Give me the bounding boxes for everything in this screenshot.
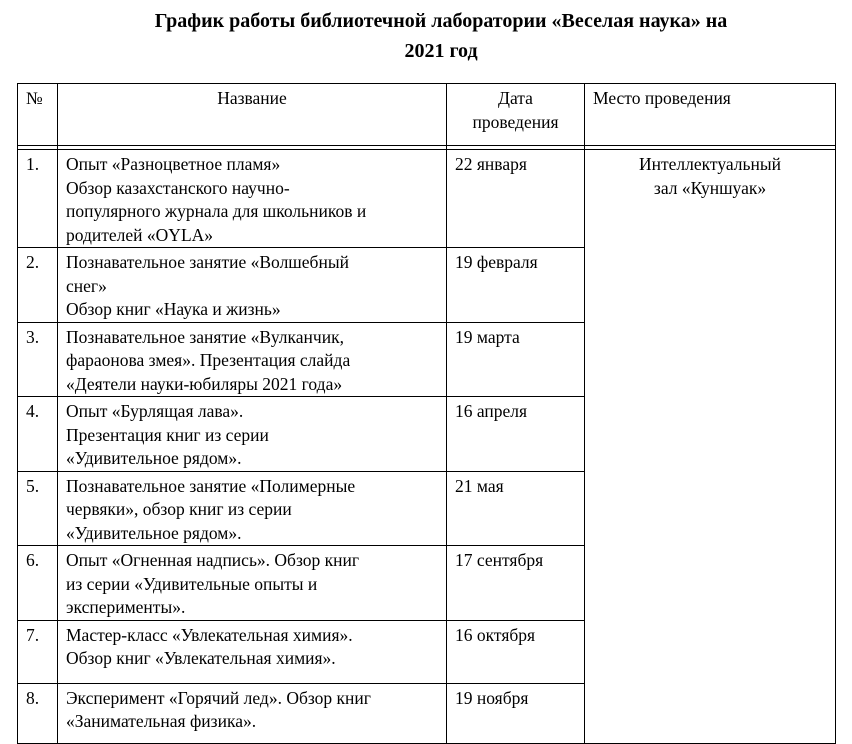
row-date: 16 апреля xyxy=(447,397,585,472)
row-num: 2. xyxy=(18,248,58,323)
row-num: 5. xyxy=(18,471,58,546)
row-name xyxy=(58,546,447,621)
place-line-2: зал «Куншуак» xyxy=(653,177,767,198)
row-name-line: «Удивительное рядом». xyxy=(66,522,242,543)
row-name-line: «Деятели науки-юбиляры 2021 года» xyxy=(66,373,343,394)
row-name xyxy=(58,683,447,743)
row-name-line: фараонова змея». Презентация слайда xyxy=(66,350,351,370)
row-name xyxy=(58,150,447,248)
row-name xyxy=(58,322,447,397)
row-name-line: Обзор книг «Наука и жизнь» xyxy=(66,299,281,319)
row-name-line: Опыт «Разноцветное пламя» xyxy=(66,154,281,174)
row-name-line: Презентация книг из серии xyxy=(66,424,269,445)
row-date: 21 мая xyxy=(447,471,585,546)
place-line-1: Интеллектуальный xyxy=(639,154,781,174)
row-num: 4. xyxy=(18,397,58,472)
row-name xyxy=(58,248,447,323)
row-name-line: Опыт «Огненная надпись». Обзор книг xyxy=(66,550,360,570)
row-date: 19 февраля xyxy=(447,248,585,323)
row-name xyxy=(58,397,447,472)
header-place: Место проведения xyxy=(585,84,836,146)
row-name-line: из серии «Удивительные опыты и xyxy=(66,573,318,594)
row-name-line: «Занимательная физика». xyxy=(66,711,257,731)
row-name-line: родителей «OYLA» xyxy=(66,224,214,245)
row-name-line: Обзор книг «Увлекательная химия». xyxy=(66,648,336,668)
schedule-table xyxy=(17,83,836,744)
header-date-line-2: проведения xyxy=(472,111,559,132)
row-name xyxy=(58,471,447,546)
row-name-line: «Удивительное рядом». xyxy=(66,448,242,468)
row-name-line: Познавательное занятие «Волшебный xyxy=(66,252,349,272)
row-name-line: Эксперимент «Горячий лед». Обзор книг xyxy=(66,687,371,708)
row-date: 19 марта xyxy=(447,322,585,397)
row-name-line: популярного журнала для школьников и xyxy=(66,201,367,221)
row-name-line: червяки», обзор книг из серии xyxy=(66,499,292,519)
table-row xyxy=(18,150,836,248)
table-header-row xyxy=(18,84,836,146)
row-date: 19 ноября xyxy=(447,683,585,743)
row-num: 3. xyxy=(18,322,58,397)
row-num: 7. xyxy=(18,620,58,683)
row-num: 1. xyxy=(18,150,58,248)
row-name-line: Обзор казахстанского научно- xyxy=(66,177,290,198)
row-date: 17 сентября xyxy=(447,546,585,621)
document-title xyxy=(0,6,852,66)
row-num: 8. xyxy=(18,683,58,743)
row-name-line: снег» xyxy=(66,275,107,296)
row-name-line: Опыт «Бурлящая лава». xyxy=(66,401,244,421)
header-date-line-1: Дата xyxy=(498,88,533,108)
place-cell xyxy=(585,150,836,744)
header-name: Название xyxy=(58,84,447,146)
title-line-1: График работы библиотечной лаборатории «Веселая наука» на xyxy=(154,10,728,32)
row-date: 22 января xyxy=(447,150,585,248)
row-num: 6. xyxy=(18,546,58,621)
row-name-line: Познавательное занятие «Полимерные xyxy=(66,475,356,496)
row-name-line: Познавательное занятие «Вулканчик, xyxy=(66,326,344,347)
header-date xyxy=(447,84,585,146)
row-name-line: эксперименты». xyxy=(66,597,186,617)
row-name xyxy=(58,620,447,683)
title-line-2: 2021 год xyxy=(404,40,478,62)
row-date: 16 октября xyxy=(447,620,585,683)
header-num: № xyxy=(18,84,58,146)
row-name-line: Мастер-класс «Увлекательная химия». xyxy=(66,624,353,645)
